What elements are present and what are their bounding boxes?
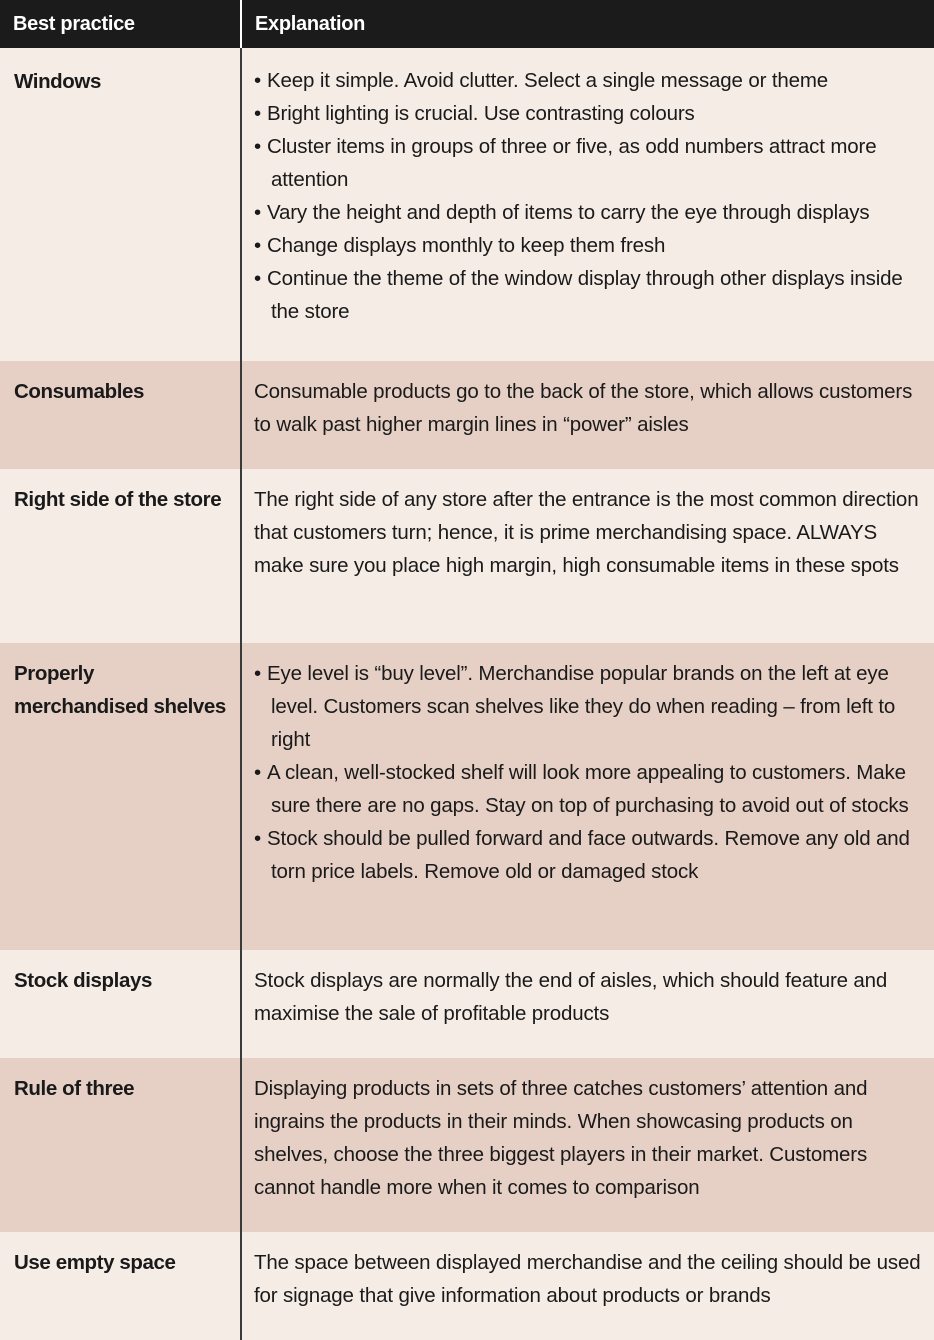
bullet-list [254,64,928,328]
list-item: • Stock should be pulled forward and face outwards. Remove any old and torn price labels. Remove old or damaged stock [254,822,928,888]
practice-cell: Properly merchandised shelves [0,643,241,950]
table-row [0,48,934,361]
table-row [0,643,934,950]
explanation-cell [241,361,934,469]
explanation-text: Stock displays are normally the end of aisles, which should feature and maximise the sale of profitable products [254,969,888,1025]
explanation-text: The right side of any store after the entrance is the most common direction that customers turn; hence, it is prime merchandising space. ALWAYS make sure you place high margin, high consumable items in these spots [254,488,919,577]
header-row [0,0,934,48]
practice-cell: Rule of three [0,1058,241,1232]
explanation-cell [241,48,934,361]
list-item: • Keep it simple. Avoid clutter. Select a single message or theme [254,64,928,97]
explanation-text: Displaying products in sets of three catches customers’ attention and ingrains the products in their minds. When showcasing products on shelves, choose the three biggest players in their market. Customers cannot handle more when it comes to comparison [254,1077,868,1199]
practice-cell: Right side of the store [0,469,241,643]
list-item: • Eye level is “buy level”. Merchandise popular brands on the left at eye level. Customers scan shelves like they do when reading – from left to right [254,657,928,756]
list-item: • Cluster items in groups of three or five, as odd numbers attract more attention [254,130,928,196]
table-row [0,469,934,643]
list-item: • A clean, well-stocked shelf will look more appealing to customers. Make sure there are no gaps. Stay on top of purchasing to avoid out of stocks [254,756,928,822]
practice-cell: Use empty space [0,1232,241,1340]
header-best-practice: Best practice [0,0,241,48]
table-row [0,1232,934,1340]
explanation-cell [241,950,934,1058]
explanation-cell [241,1058,934,1232]
explanation-cell [241,643,934,950]
table-row [0,1058,934,1232]
explanation-cell [241,469,934,643]
practice-cell: Windows [0,48,241,361]
list-item: • Change displays monthly to keep them fresh [254,229,928,262]
list-item: • Continue the theme of the window display through other displays inside the store [254,262,928,328]
table-row [0,950,934,1058]
practice-cell: Stock displays [0,950,241,1058]
table-row [0,361,934,469]
explanation-cell [241,1232,934,1340]
explanation-text: The space between displayed merchandise and the ceiling should be used for signage that give information about products or brands [254,1251,921,1307]
list-item: • Vary the height and depth of items to carry the eye through displays [254,196,928,229]
explanation-text: Consumable products go to the back of the store, which allows customers to walk past higher margin lines in “power” aisles [254,380,913,436]
practice-cell: Consumables [0,361,241,469]
header-explanation: Explanation [241,0,934,48]
bullet-list [254,657,928,888]
list-item: • Bright lighting is crucial. Use contrasting colours [254,97,928,130]
